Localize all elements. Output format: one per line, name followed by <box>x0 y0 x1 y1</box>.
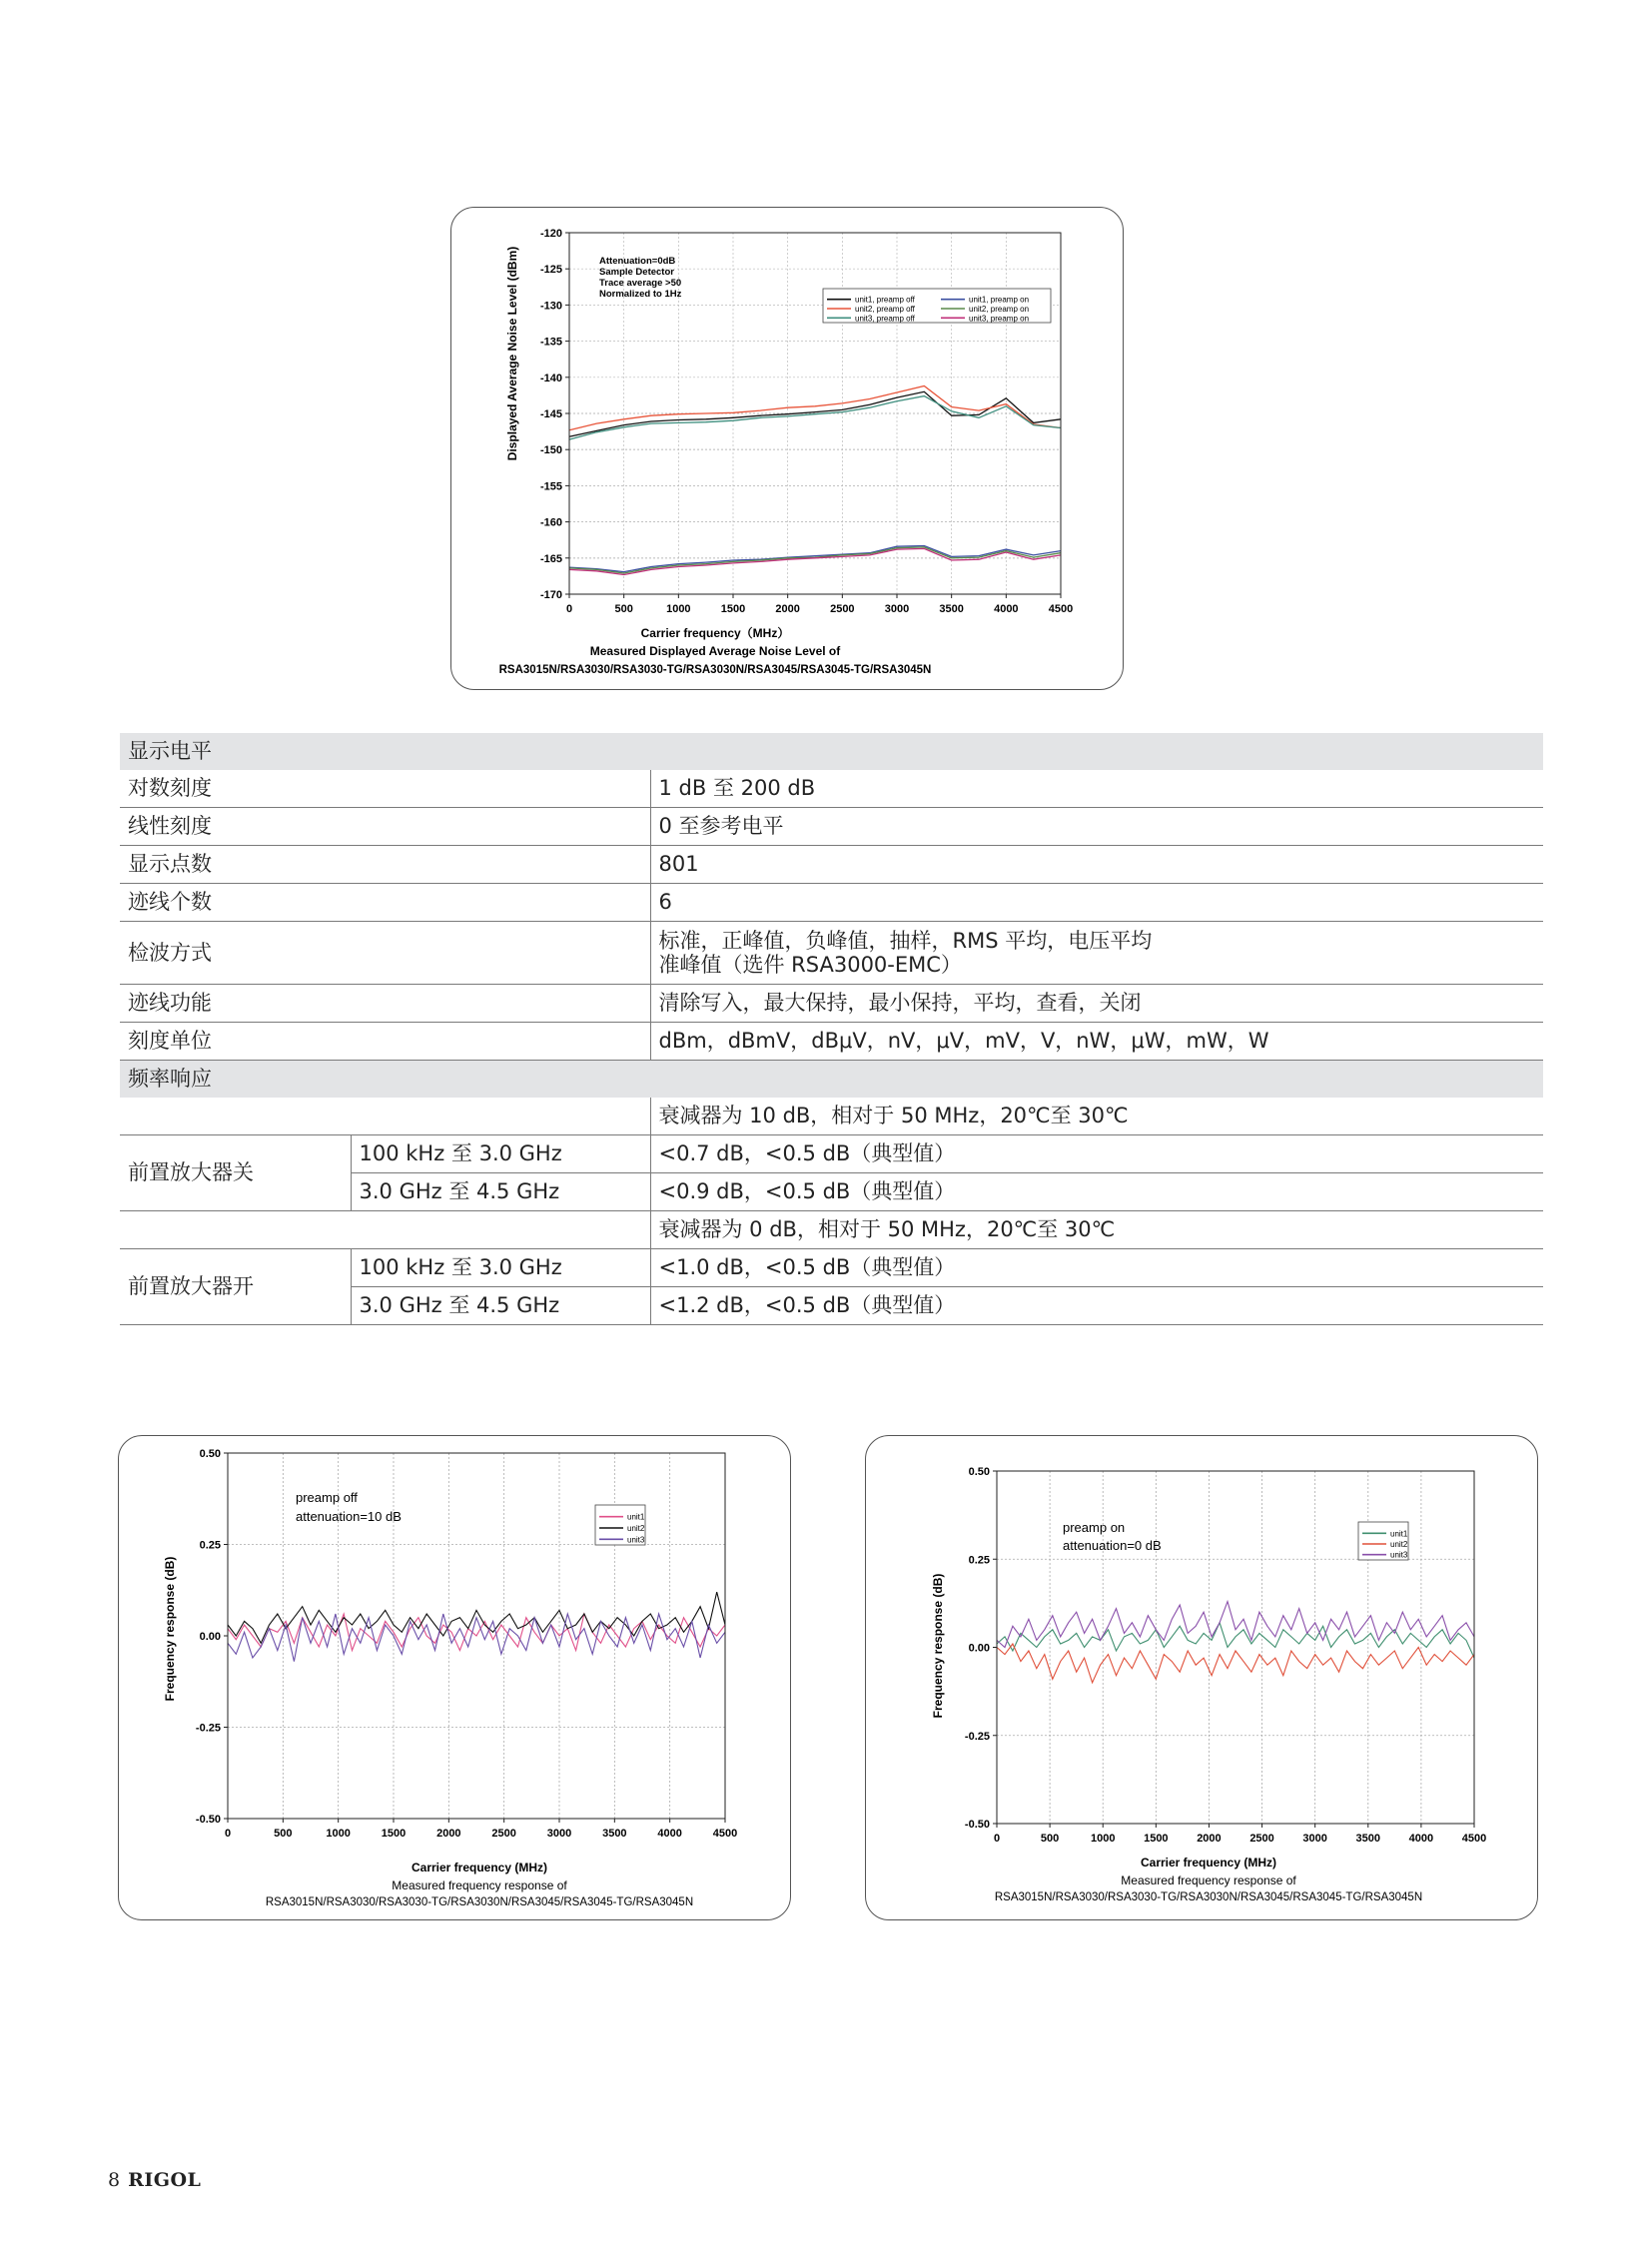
page-footer <box>108 2169 201 2191</box>
chart-annotation: preamp on <box>1063 1520 1126 1535</box>
section-header-display-level <box>120 733 1543 770</box>
y-tick-label: -0.25 <box>964 1730 990 1743</box>
chart-annotation: Normalized to 1Hz <box>599 289 682 300</box>
y-tick-label: -0.50 <box>195 1814 221 1826</box>
table-row <box>120 808 1543 846</box>
freq-response-off-chart <box>119 1436 792 1921</box>
x-axis-label: Carrier frequency (MHz) <box>411 1861 548 1874</box>
row-label: 迹线功能 <box>120 985 650 1023</box>
section-header-freq-response <box>120 1061 1543 1099</box>
range-label: 100 kHz 至 3.0 GHz <box>351 1135 650 1173</box>
x-tick-label: 1500 <box>720 603 746 615</box>
row-label: 检波方式 <box>120 922 650 985</box>
series-line <box>569 386 1061 430</box>
y-tick-label: 0.00 <box>968 1642 990 1655</box>
x-tick-label: 4500 <box>1461 1833 1487 1845</box>
y-tick-label: -130 <box>539 300 562 313</box>
y-tick-label: -150 <box>539 444 562 457</box>
row-value: 0 至参考电平 <box>650 808 1543 846</box>
y-tick-label: -0.25 <box>195 1722 221 1735</box>
row-value: 6 <box>650 884 1543 922</box>
x-tick-label: 500 <box>1040 1833 1060 1845</box>
series-line <box>997 1644 1474 1683</box>
series-line <box>569 547 1061 573</box>
row-value: 清除写入，最大保持，最小保持，平均，查看，关闭 <box>650 985 1543 1023</box>
x-tick-label: 1000 <box>1090 1833 1116 1845</box>
page-number: 8 <box>108 2169 121 2191</box>
row-value: 801 <box>650 846 1543 884</box>
legend-label: unit2, preamp off <box>855 305 915 314</box>
legend-label: unit3 <box>1390 1550 1408 1560</box>
chart-annotation: attenuation=10 dB <box>296 1509 402 1524</box>
table-row <box>120 922 1543 985</box>
x-tick-label: 4000 <box>994 603 1019 615</box>
range-label: 3.0 GHz 至 4.5 GHz <box>351 1173 650 1211</box>
x-tick-label: 3000 <box>884 603 910 615</box>
legend-label: unit2 <box>627 1524 645 1533</box>
freq-response-on-card <box>865 1435 1538 1920</box>
x-tick-label: 1000 <box>326 1828 351 1840</box>
row-value: dBm，dBmV，dBμV，nV，μV，mV，V，nW，μW，mW，W <box>650 1023 1543 1061</box>
y-tick-label: -140 <box>539 372 562 384</box>
y-tick-label: 0.50 <box>968 1466 990 1478</box>
y-tick-label: 0.25 <box>968 1554 990 1567</box>
row-label <box>120 1098 650 1135</box>
row-value: <0.9 dB，<0.5 dB（典型值） <box>650 1173 1543 1211</box>
section-title: 显示电平 <box>120 733 1543 770</box>
table-row <box>120 1023 1543 1061</box>
table-row <box>120 1249 1543 1287</box>
x-tick-label: 4000 <box>657 1828 682 1840</box>
y-tick-label: -125 <box>539 264 562 277</box>
x-tick-label: 3500 <box>939 603 964 615</box>
table-row <box>120 1098 1543 1135</box>
table-row <box>120 1135 1543 1173</box>
y-axis-label: Frequency response (dB) <box>163 1556 177 1702</box>
danl-chart <box>451 208 1125 691</box>
legend-label: unit3, preamp off <box>855 314 915 324</box>
x-tick-label: 4500 <box>712 1828 738 1840</box>
x-tick-label: 2500 <box>830 603 855 615</box>
spec-table <box>120 733 1543 1325</box>
x-tick-label: 1500 <box>1144 1833 1169 1845</box>
rigol-logo: RIGOL <box>128 2169 202 2191</box>
row-label: 前置放大器开 <box>120 1249 351 1325</box>
chart-annotation: Attenuation=0dB <box>599 256 676 267</box>
freq-response-on-chart <box>866 1436 1539 1921</box>
y-tick-label: -120 <box>539 228 562 240</box>
plot-area <box>540 228 1073 615</box>
chart-caption-line1: Measured frequency response of <box>392 1878 567 1892</box>
x-tick-label: 2500 <box>1249 1833 1274 1845</box>
range-label: 100 kHz 至 3.0 GHz <box>351 1249 650 1287</box>
table-row <box>120 846 1543 884</box>
freq-response-off-card <box>118 1435 791 1920</box>
series-line <box>569 396 1061 440</box>
chart-caption-line1: Measured Displayed Average Noise Level of <box>589 644 841 658</box>
x-tick-label: 500 <box>614 603 633 615</box>
legend-label: unit2 <box>1390 1540 1408 1549</box>
x-tick-label: 0 <box>565 603 573 615</box>
y-tick-label: -145 <box>539 408 562 420</box>
x-tick-label: 1000 <box>666 603 691 615</box>
chart-annotation: Trace average >50 <box>599 278 682 289</box>
section-title: 频率响应 <box>120 1061 1543 1099</box>
x-tick-label: 2000 <box>775 603 800 615</box>
y-tick-label: -0.50 <box>964 1819 990 1831</box>
legend-label: unit1 <box>627 1512 645 1522</box>
chart-caption-line2: RSA3015N/RSA3030/RSA3030-TG/RSA3030N/RSA3045/RSA3045-TG/RSA3045N <box>265 1896 694 1908</box>
y-tick-label: -165 <box>539 552 562 565</box>
y-tick-label: -155 <box>539 480 562 493</box>
y-tick-label: -160 <box>539 516 562 529</box>
y-tick-label: -170 <box>539 589 562 601</box>
chart-caption-line2: RSA3015N/RSA3030/RSA3030-TG/RSA3030N/RSA3045/RSA3045-TG/RSA3045N <box>994 1891 1423 1903</box>
y-tick-label: -135 <box>539 336 562 349</box>
condition-text: 衰减器为 10 dB，相对于 50 MHz，20℃至 30℃ <box>650 1098 1543 1135</box>
series-line <box>569 546 1061 572</box>
table-row <box>120 884 1543 922</box>
row-value-line1: 标准，正峰值，负峰值，抽样，RMS 平均，电压平均 <box>658 928 1153 953</box>
chart-caption-line2: RSA3015N/RSA3030/RSA3030-TG/RSA3030N/RSA3045/RSA3045-TG/RSA3045N <box>498 664 932 676</box>
plot-area <box>965 1466 1486 1845</box>
table-row <box>120 1211 1543 1249</box>
x-tick-label: 500 <box>274 1828 293 1840</box>
x-tick-label: 0 <box>224 1828 232 1840</box>
row-value-line2: 准峰值（选件 RSA3000-EMC） <box>658 953 962 977</box>
y-tick-label: 0.00 <box>199 1631 221 1643</box>
legend-label: unit3 <box>627 1535 645 1545</box>
legend-label: unit2, preamp on <box>969 305 1030 314</box>
row-value: <1.2 dB，<0.5 dB（典型值） <box>650 1287 1543 1325</box>
condition-text: 衰减器为 0 dB，相对于 50 MHz，20℃至 30℃ <box>650 1211 1543 1249</box>
row-label <box>120 1211 650 1249</box>
chart-annotation: attenuation=0 dB <box>1063 1538 1162 1553</box>
x-tick-label: 3500 <box>602 1828 627 1840</box>
row-value: <0.7 dB，<0.5 dB（典型值） <box>650 1135 1543 1173</box>
danl-chart-card <box>450 207 1124 690</box>
x-tick-label: 3000 <box>546 1828 572 1840</box>
x-tick-label: 2000 <box>1197 1833 1222 1845</box>
x-axis-label: Carrier frequency (MHz) <box>1140 1856 1277 1869</box>
row-label: 刻度单位 <box>120 1023 650 1061</box>
x-tick-label: 4000 <box>1408 1833 1434 1845</box>
table-row <box>120 770 1543 808</box>
chart-caption-line1: Measured frequency response of <box>1121 1873 1296 1887</box>
row-value <box>650 922 1543 985</box>
row-label: 前置放大器关 <box>120 1135 351 1211</box>
x-tick-label: 1500 <box>381 1828 407 1840</box>
row-value: 1 dB 至 200 dB <box>650 770 1543 808</box>
row-label: 显示点数 <box>120 846 650 884</box>
x-tick-label: 3500 <box>1355 1833 1381 1845</box>
y-axis-label: Displayed Average Noise Level (dBm) <box>505 246 519 461</box>
chart-annotation: preamp off <box>296 1490 358 1505</box>
x-tick-label: 3000 <box>1302 1833 1327 1845</box>
range-label: 3.0 GHz 至 4.5 GHz <box>351 1287 650 1325</box>
series-line <box>569 548 1061 574</box>
row-label: 对数刻度 <box>120 770 650 808</box>
legend-label: unit1, preamp on <box>969 295 1030 305</box>
legend-label: unit3, preamp on <box>969 314 1030 324</box>
legend-label: unit1 <box>1390 1529 1408 1539</box>
x-tick-label: 4500 <box>1048 603 1074 615</box>
row-label: 线性刻度 <box>120 808 650 846</box>
y-axis-label: Frequency response (dB) <box>931 1573 945 1719</box>
chart-annotation: Sample Detector <box>599 267 674 278</box>
row-value: <1.0 dB，<0.5 dB（典型值） <box>650 1249 1543 1287</box>
row-label: 迹线个数 <box>120 884 650 922</box>
series-line <box>228 1614 725 1662</box>
plot-area <box>196 1448 737 1840</box>
x-tick-label: 2000 <box>436 1828 461 1840</box>
x-tick-label: 2500 <box>491 1828 516 1840</box>
y-tick-label: 0.50 <box>199 1448 221 1460</box>
y-tick-label: 0.25 <box>199 1539 221 1552</box>
legend-label: unit1, preamp off <box>855 295 915 305</box>
table-row <box>120 985 1543 1023</box>
x-tick-label: 0 <box>993 1833 1001 1845</box>
x-axis-label: Carrier frequency（MHz） <box>640 626 790 640</box>
